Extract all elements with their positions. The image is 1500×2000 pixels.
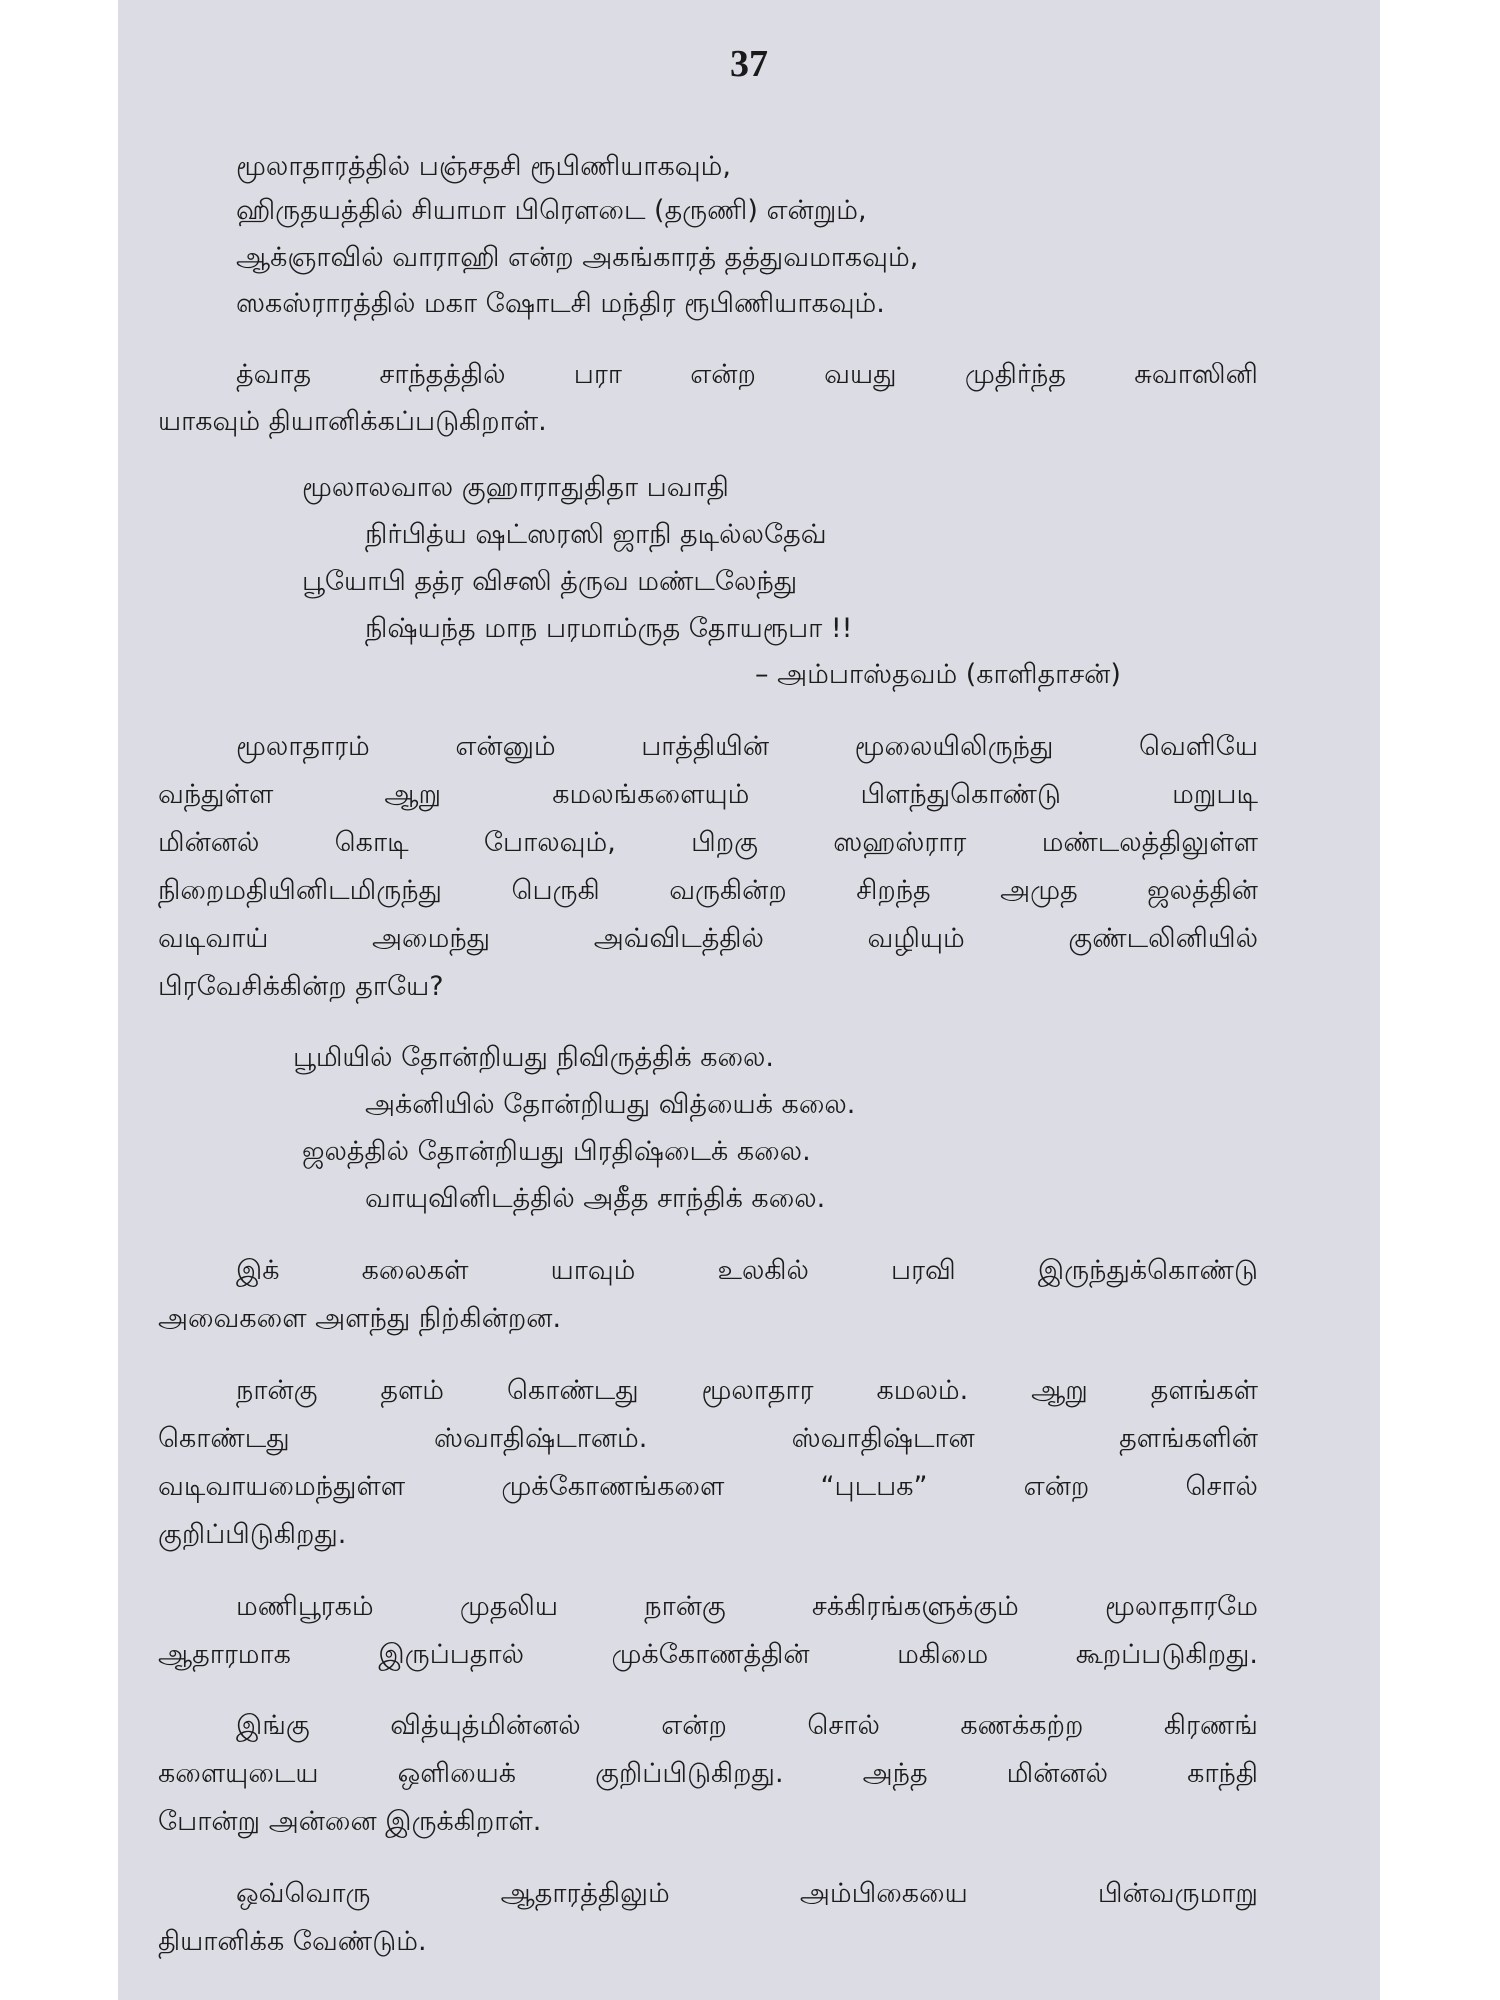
text-line: தியானிக்க வேண்டும்.: [158, 1926, 427, 1957]
word: கொண்டது: [506, 1375, 639, 1406]
word: முதலிய: [459, 1591, 559, 1622]
word: சாந்தத்தில்: [379, 359, 506, 390]
word: வித்யுத்மின்னல்: [390, 1710, 581, 1741]
word: மூலாதாரமே: [1104, 1591, 1258, 1622]
word: முதிர்ந்த: [964, 359, 1066, 390]
word: கூறப்படுகிறது.: [1075, 1639, 1258, 1670]
word: உலகில்: [717, 1255, 809, 1286]
text-line: [158, 1760, 1258, 1787]
text-line: மூலாதாரத்தில் பஞ்சதசி ரூபிணியாகவும்,: [236, 151, 731, 182]
word: அம்பிகையை: [799, 1878, 968, 1909]
word: மூலையிலிருந்து: [854, 731, 1054, 762]
word: வருகின்ற: [669, 875, 787, 906]
verse-line: பூயோபி தத்ர விசஸி த்ருவ மண்டலேந்து: [302, 566, 798, 597]
word: சொல்: [1185, 1471, 1258, 1502]
word: பெருகி: [511, 875, 600, 906]
word: கமலங்களையும்: [552, 779, 750, 810]
word: வந்துள்ள: [158, 779, 274, 810]
word: வடிவாய்: [158, 923, 269, 954]
text-line: அவைகளை அளந்து நிற்கின்றன.: [158, 1303, 562, 1334]
text-line: [236, 1712, 1258, 1739]
word: நான்கு: [644, 1591, 726, 1622]
word: ஆதாரமாக: [158, 1639, 291, 1670]
word: முக்கோணங்களை: [501, 1471, 725, 1502]
word: வயது: [824, 359, 897, 390]
word: இருப்பதால்: [378, 1639, 524, 1670]
text-line: [158, 925, 1258, 952]
text-line: பிரவேசிக்கின்ற தாயே?: [158, 971, 444, 1002]
word: காந்தி: [1187, 1758, 1258, 1789]
word: பரா: [573, 359, 622, 390]
word: இங்கு: [236, 1710, 310, 1741]
word: இக்: [236, 1255, 280, 1286]
word: ஆறு: [384, 779, 442, 810]
text-line: [158, 1641, 1258, 1668]
word: சுவாஸினி: [1134, 359, 1258, 390]
text-line: யாகவும் தியானிக்கப்படுகிறாள்.: [158, 406, 547, 437]
text-line: [236, 361, 1258, 388]
text-line: [236, 1880, 1258, 1907]
text-line: [236, 1257, 1258, 1284]
text-line: [236, 1377, 1258, 1404]
text-line: [158, 877, 1258, 904]
word: சிறந்த: [856, 875, 931, 906]
word: கணக்கற்ற: [960, 1710, 1084, 1741]
text-line: ஸகஸ்ராரத்தில் மகா ஷோடசி மந்திர ரூபிணியாகவும்.: [236, 288, 885, 319]
word: ஆறு: [1031, 1375, 1088, 1406]
word: என்ற: [690, 359, 756, 390]
word: வடிவாயமைந்துள்ள: [158, 1471, 406, 1502]
word: அவ்விடத்தில்: [593, 923, 764, 954]
word: பின்வருமாறு: [1097, 1878, 1258, 1909]
word: என்ற: [1023, 1471, 1090, 1502]
text-line: [236, 1593, 1258, 1620]
verse-line: பூமியில் தோன்றியது நிவிருத்திக் கலை.: [293, 1042, 775, 1073]
word: ஒளியைக்: [397, 1758, 517, 1789]
verse-line: அக்னியில் தோன்றியது வித்யைக் கலை.: [365, 1089, 856, 1120]
verse-line: மூலாலவால குஹாராதுதிதா பவாதி: [302, 472, 729, 503]
word: மறுபடி: [1172, 779, 1258, 810]
word: “புடபக”: [820, 1471, 928, 1502]
word: குண்டலினியில்: [1068, 923, 1258, 954]
word: பிறகு: [691, 827, 758, 858]
text-line: ஆக்ஞாவில் வாராஹி என்ற அகங்காரத் தத்துவமாகவும்,: [236, 242, 919, 273]
word: பரவி: [891, 1255, 956, 1286]
word: கலைகள்: [361, 1255, 469, 1286]
text-line: [158, 1425, 1258, 1452]
word: ஜலத்தின்: [1147, 875, 1258, 906]
word: ஆதாரத்திலும்: [500, 1878, 670, 1909]
word: ஸ்வாதிஷ்டானம்.: [433, 1423, 648, 1454]
text-line: [158, 1473, 1258, 1500]
word: முக்கோணத்தின்: [611, 1639, 810, 1670]
word: தளங்களின்: [1119, 1423, 1258, 1454]
word: நான்கு: [236, 1375, 318, 1406]
verse-attribution: – அம்பாஸ்தவம் (காளிதாசன்): [755, 659, 1121, 690]
word: மண்டலத்திலுள்ள: [1041, 827, 1258, 858]
word: தளம்: [380, 1375, 445, 1406]
text-line: [158, 829, 1258, 856]
text-line: ஹிருதயத்தில் சியாமா பிரௌடை (தருணி) என்றும்,: [236, 195, 867, 226]
book-page: [118, 0, 1380, 2000]
word: ஸஹஸ்ரார: [833, 827, 967, 858]
word: அந்த: [862, 1758, 928, 1789]
verse-line: நிர்பித்ய ஷட்ஸரஸி ஜாநி தடில்லதேவ்: [365, 519, 827, 550]
word: என்ற: [661, 1710, 727, 1741]
page-number: 37: [730, 43, 768, 85]
verse-line: ஜலத்தில் தோன்றியது பிரதிஷ்டைக் கலை.: [302, 1136, 811, 1167]
word: பாத்தியின்: [641, 731, 770, 762]
word: வெளியே: [1138, 731, 1258, 762]
verse-line: நிஷ்யந்த மாந பரமாம்ருத தோயரூபா !!: [365, 613, 853, 644]
word: கமலம்.: [876, 1375, 969, 1406]
word: நிறைமதியினிடமிருந்து: [158, 875, 442, 906]
word: குறிப்பிடுகிறது.: [595, 1758, 784, 1789]
word: மின்னல்: [158, 827, 260, 858]
text-line: போன்று அன்னை இருக்கிறாள்.: [158, 1806, 542, 1837]
text-line: [236, 733, 1258, 760]
word: என்னும்: [455, 731, 556, 762]
word: யாவும்: [550, 1255, 636, 1286]
text-line: குறிப்பிடுகிறது.: [158, 1519, 347, 1550]
word: ஒவ்வொரு: [236, 1878, 371, 1909]
word: ஸ்வாதிஷ்டான: [791, 1423, 975, 1454]
word: கொடி: [334, 827, 409, 858]
word: மூலாதாரம்: [236, 731, 370, 762]
word: மணிபூரகம்: [236, 1591, 374, 1622]
word: பிளந்துகொண்டு: [860, 779, 1062, 810]
word: மகிமை: [897, 1639, 989, 1670]
word: தளங்கள்: [1150, 1375, 1258, 1406]
word: களையுடைய: [158, 1758, 319, 1789]
word: மின்னல்: [1006, 1758, 1109, 1789]
word: சக்கிரங்களுக்கும்: [811, 1591, 1019, 1622]
word: சொல்: [807, 1710, 880, 1741]
word: போலவும்,: [483, 827, 616, 858]
verse-line: வாயுவினிடத்தில் அதீத சாந்திக் கலை.: [365, 1183, 826, 1214]
word: வழியும்: [867, 923, 965, 954]
word: கொண்டது: [158, 1423, 290, 1454]
word: அமுத: [1000, 875, 1078, 906]
text-line: [158, 781, 1258, 808]
word: மூலாதார: [701, 1375, 814, 1406]
word: கிரணங்: [1163, 1710, 1258, 1741]
word: அமைந்து: [372, 923, 491, 954]
word: த்வாத: [236, 359, 312, 390]
word: இருந்துக்கொண்டு: [1037, 1255, 1258, 1286]
